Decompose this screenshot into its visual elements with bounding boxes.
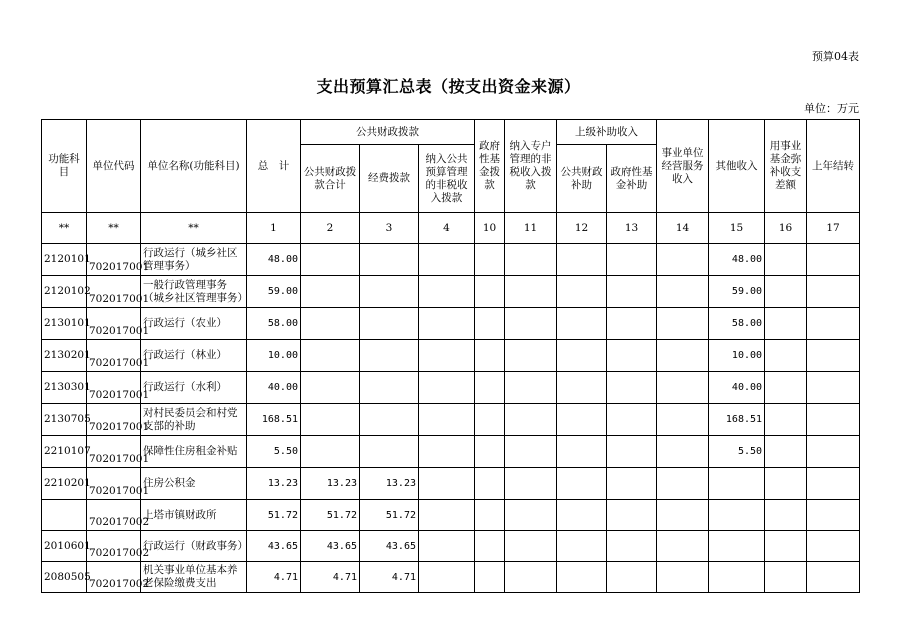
header-public-fiscal-total: 公共财政拨款合计	[301, 145, 360, 213]
public-fiscal-total-cell	[301, 308, 360, 340]
unit-name-text: 对村民委员会和村党支部的补助	[143, 406, 238, 432]
nontax-special-cell	[505, 308, 557, 340]
fund-offset-cell	[765, 436, 807, 468]
public-fiscal-total-cell	[301, 276, 360, 308]
unit-code-cell: 702017001	[87, 276, 141, 308]
table-row	[42, 340, 860, 372]
upper-public-cell	[557, 372, 607, 404]
index-cell: 16	[765, 213, 807, 244]
func-code-cell: 2130705	[42, 404, 87, 436]
upper-gov-fund-cell	[607, 468, 657, 500]
unit-code-cell: 702017001	[87, 468, 141, 500]
public-fiscal-total-cell	[301, 244, 360, 276]
unit-code-cell: 702017002	[87, 531, 141, 562]
header-func-code: 功能科目	[42, 120, 87, 213]
upper-public-cell	[557, 468, 607, 500]
unit-name-text: 行政运行（水利）	[143, 381, 227, 393]
unit-code-cell: 702017001	[87, 340, 141, 372]
gov-fund-cell	[475, 436, 505, 468]
index-cell: **	[42, 213, 87, 244]
index-cell: 2	[301, 213, 360, 244]
upper-public-cell	[557, 244, 607, 276]
header-upper-public: 公共财政补助	[557, 145, 607, 213]
table-row	[42, 244, 860, 276]
expense-alloc-cell: 43.65	[360, 531, 419, 562]
upper-gov-fund-cell	[607, 276, 657, 308]
expense-alloc-cell: 13.23	[360, 468, 419, 500]
business-income-cell	[657, 244, 709, 276]
index-cell: 4	[419, 213, 475, 244]
index-cell: 3	[360, 213, 419, 244]
nontax-public-cell	[419, 468, 475, 500]
unit-name-text: 行政运行（农业）	[143, 317, 227, 329]
unit-code-cell: 702017002	[87, 562, 141, 593]
other-income-cell: 40.00	[709, 372, 765, 404]
gov-fund-cell	[475, 340, 505, 372]
fund-offset-cell	[765, 276, 807, 308]
last-year-cell	[807, 340, 860, 372]
fund-offset-cell	[765, 468, 807, 500]
nontax-special-cell	[505, 562, 557, 593]
expense-alloc-cell: 51.72	[360, 500, 419, 531]
fund-offset-cell	[765, 372, 807, 404]
header-gov-fund: 政府性基金拨款	[475, 120, 505, 213]
upper-gov-fund-cell	[607, 404, 657, 436]
upper-public-cell	[557, 500, 607, 531]
nontax-special-cell	[505, 404, 557, 436]
public-fiscal-total-cell	[301, 436, 360, 468]
upper-gov-fund-cell	[607, 562, 657, 593]
upper-public-cell	[557, 340, 607, 372]
upper-public-cell	[557, 531, 607, 562]
gov-fund-cell	[475, 244, 505, 276]
nontax-special-cell	[505, 436, 557, 468]
header-unit-name: 单位名称(功能科目)	[141, 120, 247, 213]
upper-public-cell	[557, 404, 607, 436]
upper-gov-fund-cell	[607, 372, 657, 404]
public-fiscal-total-cell: 13.23	[301, 468, 360, 500]
unit-name-cell	[141, 340, 247, 372]
nontax-public-cell	[419, 531, 475, 562]
func-code-cell: 2080505	[42, 562, 87, 593]
business-income-cell	[657, 500, 709, 531]
unit-name-cell	[141, 468, 247, 500]
unit-name-cell	[141, 531, 247, 562]
fund-offset-cell	[765, 244, 807, 276]
form-number: 预算04表	[812, 50, 859, 63]
total-cell: 51.72	[247, 500, 301, 531]
upper-public-cell	[557, 276, 607, 308]
unit-name-cell	[141, 436, 247, 468]
last-year-cell	[807, 562, 860, 593]
other-income-cell: 59.00	[709, 276, 765, 308]
table-row	[42, 468, 860, 500]
header-upper-subsidy: 上级补助收入	[557, 120, 657, 145]
other-income-cell	[709, 500, 765, 531]
upper-public-cell	[557, 562, 607, 593]
gov-fund-cell	[475, 404, 505, 436]
func-code-cell	[42, 500, 87, 531]
nontax-special-cell	[505, 244, 557, 276]
header-upper-gov-fund: 政府性基金补助	[607, 145, 657, 213]
public-fiscal-total-cell: 4.71	[301, 562, 360, 593]
func-code-cell: 2130201	[42, 340, 87, 372]
func-code-cell: 2210107	[42, 436, 87, 468]
budget-table	[41, 119, 860, 593]
index-cell: 14	[657, 213, 709, 244]
header-last-year: 上年结转	[807, 120, 860, 213]
public-fiscal-total-cell: 43.65	[301, 531, 360, 562]
gov-fund-cell	[475, 500, 505, 531]
nontax-public-cell	[419, 436, 475, 468]
upper-gov-fund-cell	[607, 308, 657, 340]
index-cell: **	[141, 213, 247, 244]
upper-gov-fund-cell	[607, 500, 657, 531]
total-cell: 168.51	[247, 404, 301, 436]
unit-code-cell: 702017001	[87, 244, 141, 276]
business-income-cell	[657, 372, 709, 404]
header-fund-offset: 用事业基金弥补收支差额	[765, 120, 807, 213]
nontax-public-cell	[419, 372, 475, 404]
func-code-cell: 2130101	[42, 308, 87, 340]
index-cell: 11	[505, 213, 557, 244]
table-row	[42, 308, 860, 340]
nontax-public-cell	[419, 404, 475, 436]
nontax-public-cell	[419, 500, 475, 531]
other-income-cell: 168.51	[709, 404, 765, 436]
expense-alloc-cell	[360, 244, 419, 276]
expense-alloc-cell	[360, 404, 419, 436]
last-year-cell	[807, 500, 860, 531]
upper-public-cell	[557, 308, 607, 340]
last-year-cell	[807, 531, 860, 562]
other-income-cell: 10.00	[709, 340, 765, 372]
gov-fund-cell	[475, 531, 505, 562]
fund-offset-cell	[765, 340, 807, 372]
func-code-cell: 2120101	[42, 244, 87, 276]
upper-gov-fund-cell	[607, 340, 657, 372]
nontax-special-cell	[505, 500, 557, 531]
other-income-cell: 48.00	[709, 244, 765, 276]
total-cell: 4.71	[247, 562, 301, 593]
expense-alloc-cell	[360, 340, 419, 372]
other-income-cell: 58.00	[709, 308, 765, 340]
nontax-special-cell	[505, 372, 557, 404]
expense-alloc-cell	[360, 276, 419, 308]
business-income-cell	[657, 340, 709, 372]
nontax-public-cell	[419, 244, 475, 276]
expense-alloc-cell	[360, 372, 419, 404]
index-cell: 15	[709, 213, 765, 244]
upper-public-cell	[557, 436, 607, 468]
gov-fund-cell	[475, 468, 505, 500]
business-income-cell	[657, 468, 709, 500]
upper-gov-fund-cell	[607, 244, 657, 276]
other-income-cell	[709, 531, 765, 562]
index-cell: 17	[807, 213, 860, 244]
unit-name-cell	[141, 500, 247, 531]
last-year-cell	[807, 404, 860, 436]
upper-gov-fund-cell	[607, 531, 657, 562]
unit-name-text: 行政运行（林业）	[143, 349, 227, 361]
fund-offset-cell	[765, 308, 807, 340]
header-total: 总 计	[247, 120, 301, 213]
nontax-special-cell	[505, 276, 557, 308]
header-other-income: 其他收入	[709, 120, 765, 213]
public-fiscal-total-cell: 51.72	[301, 500, 360, 531]
func-code-cell: 2210201	[42, 468, 87, 500]
index-cell: 13	[607, 213, 657, 244]
business-income-cell	[657, 436, 709, 468]
expense-alloc-cell: 4.71	[360, 562, 419, 593]
unit-name-text: 上塔市镇财政所	[143, 508, 217, 521]
business-income-cell	[657, 404, 709, 436]
public-fiscal-total-cell	[301, 372, 360, 404]
total-cell: 5.50	[247, 436, 301, 468]
public-fiscal-total-cell	[301, 340, 360, 372]
business-income-cell	[657, 531, 709, 562]
other-income-cell	[709, 468, 765, 500]
gov-fund-cell	[475, 562, 505, 593]
total-cell: 10.00	[247, 340, 301, 372]
table-row	[42, 562, 860, 593]
table-row	[42, 404, 860, 436]
unit-name-text: 住房公积金	[143, 477, 196, 489]
unit-name-text: 行政运行（城乡社区管理事务）	[143, 246, 238, 272]
last-year-cell	[807, 244, 860, 276]
nontax-special-cell	[505, 340, 557, 372]
header-nontax-public: 纳入公共预算管理的非税收入拨款	[419, 145, 475, 213]
unit-name-cell	[141, 308, 247, 340]
last-year-cell	[807, 276, 860, 308]
table-row	[42, 531, 860, 562]
index-cell: 10	[475, 213, 505, 244]
nontax-public-cell	[419, 340, 475, 372]
header-unit-code: 单位代码	[87, 120, 141, 213]
expense-alloc-cell	[360, 308, 419, 340]
last-year-cell	[807, 436, 860, 468]
func-code-cell: 2120102	[42, 276, 87, 308]
table-row	[42, 436, 860, 468]
nontax-public-cell	[419, 276, 475, 308]
gov-fund-cell	[475, 308, 505, 340]
gov-fund-cell	[475, 372, 505, 404]
nontax-special-cell	[505, 531, 557, 562]
last-year-cell	[807, 468, 860, 500]
total-cell: 13.23	[247, 468, 301, 500]
unit-code-cell: 702017001	[87, 436, 141, 468]
fund-offset-cell	[765, 531, 807, 562]
header-public-fiscal: 公共财政拨款	[301, 120, 475, 145]
unit-code-cell: 702017001	[87, 372, 141, 404]
unit-name-cell	[141, 372, 247, 404]
public-fiscal-total-cell	[301, 404, 360, 436]
unit-name-cell	[141, 562, 247, 593]
nontax-public-cell	[419, 562, 475, 593]
unit-code-cell: 702017001	[87, 308, 141, 340]
unit-label: 单位：万元	[804, 102, 859, 115]
other-income-cell	[709, 562, 765, 593]
unit-name-text: 保障性住房租金补贴	[143, 445, 238, 457]
unit-name-text: 行政运行（财政事务）	[143, 539, 248, 552]
header-business-income: 事业单位经营服务收入	[657, 120, 709, 213]
nontax-public-cell	[419, 308, 475, 340]
header-nontax-special: 纳入专户管理的非税收入拨款	[505, 120, 557, 213]
page-title: 支出预算汇总表（按支出资金来源）	[316, 77, 581, 96]
total-cell: 40.00	[247, 372, 301, 404]
last-year-cell	[807, 372, 860, 404]
business-income-cell	[657, 562, 709, 593]
unit-code-cell: 702017002	[87, 500, 141, 531]
index-cell: 1	[247, 213, 301, 244]
table-row	[42, 500, 860, 531]
table-row	[42, 372, 860, 404]
index-cell: 12	[557, 213, 607, 244]
fund-offset-cell	[765, 562, 807, 593]
unit-name-cell	[141, 244, 247, 276]
business-income-cell	[657, 276, 709, 308]
unit-name-cell	[141, 404, 247, 436]
nontax-special-cell	[505, 468, 557, 500]
gov-fund-cell	[475, 276, 505, 308]
fund-offset-cell	[765, 404, 807, 436]
unit-name-cell	[141, 276, 247, 308]
fund-offset-cell	[765, 500, 807, 531]
total-cell: 58.00	[247, 308, 301, 340]
total-cell: 59.00	[247, 276, 301, 308]
unit-name-text: 机关事业单位基本养老保险缴费支出	[143, 564, 238, 589]
index-cell: **	[87, 213, 141, 244]
table-row	[42, 276, 860, 308]
unit-code-cell: 702017001	[87, 404, 141, 436]
func-code-cell: 2010601	[42, 531, 87, 562]
upper-gov-fund-cell	[607, 436, 657, 468]
last-year-cell	[807, 308, 860, 340]
header-expense-alloc: 经费拨款	[360, 145, 419, 213]
business-income-cell	[657, 308, 709, 340]
func-code-cell: 2130301	[42, 372, 87, 404]
index-row	[42, 213, 860, 244]
unit-name-text: 一般行政管理事务（城乡社区管理事务）	[143, 278, 248, 304]
total-cell: 48.00	[247, 244, 301, 276]
total-cell: 43.65	[247, 531, 301, 562]
other-income-cell: 5.50	[709, 436, 765, 468]
expense-alloc-cell	[360, 436, 419, 468]
